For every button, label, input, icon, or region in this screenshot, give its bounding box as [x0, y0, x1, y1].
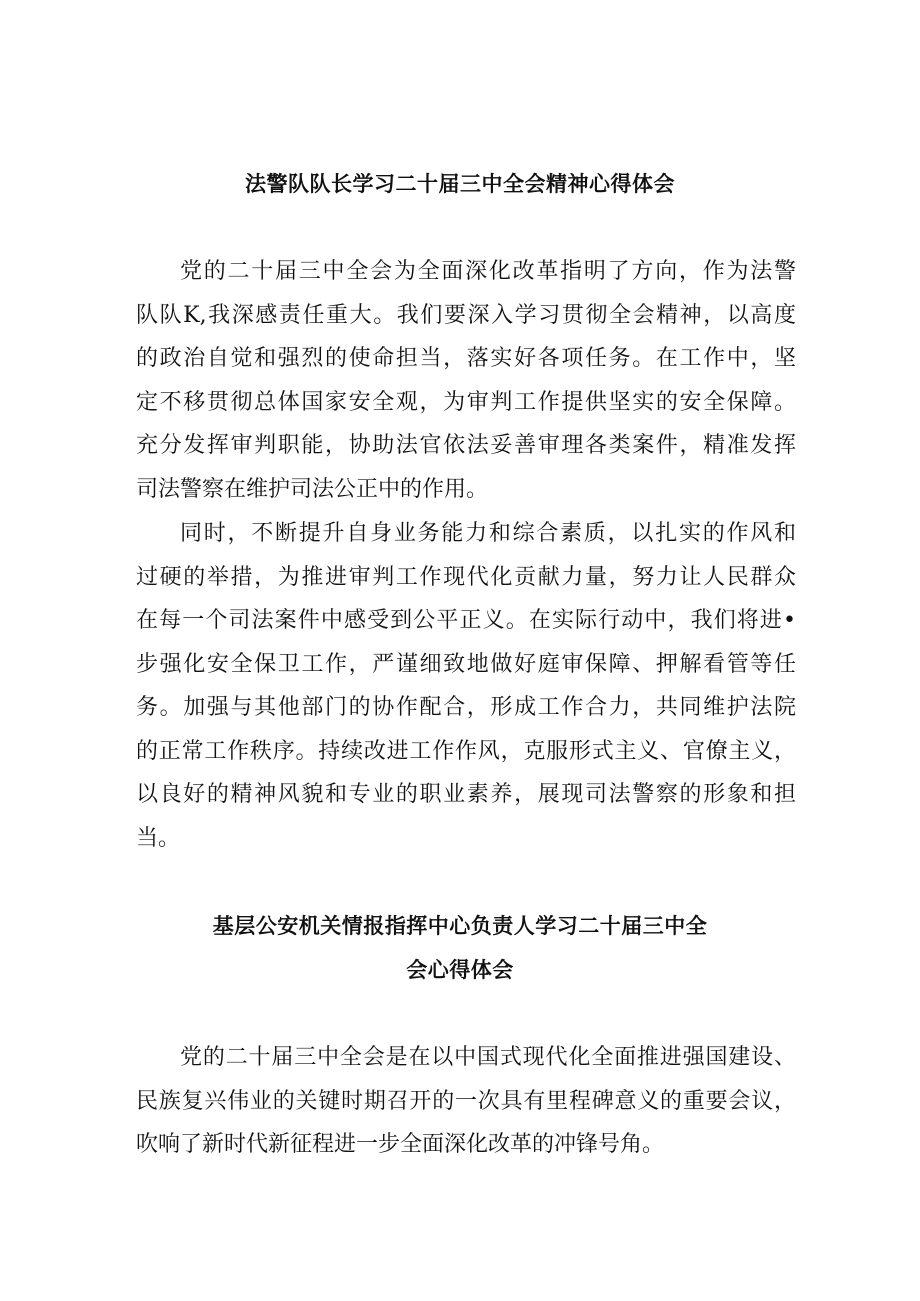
text-line: 吹响了新时代新征程进一步全面深化改革的冲锋号角。 [136, 1132, 665, 1157]
text-line: 党的二十届三中全会是在以中国式现代化全面推进强国建设、 [180, 1045, 796, 1070]
text-line: 以良好的精神风貌和专业的职业素养，展现司法警察的形象和担 [136, 782, 796, 807]
article-2-title-line-2: 会心得体会 [406, 958, 514, 982]
text-line: 党的二十届三中全会为全面深化改革指明了方向，作为法警 [180, 259, 796, 284]
text-line: 充分发挥审判职能，协助法官依法妥善审理各类案件，精准发挥 [136, 433, 796, 458]
text-line: 过硬的举措，为推进审判工作现代化贡献力量，努力让人民群众 [136, 564, 796, 590]
text-line: 步强化安全保卫工作，严谨细致地做好庭审保障、押解看管等任 [136, 651, 796, 677]
text-line: 司法警察在维护司法公正中的作用。 [136, 476, 489, 502]
text-line: 的政治自觉和强烈的使命担当，落实好各项任务。在工作中，坚 [136, 346, 796, 371]
article-1-title: 法警队队长学习二十届三中全会精神心得体会 [245, 172, 675, 196]
article-2-paragraph-1 [136, 1036, 796, 1167]
text-line: 务。加强与其他部门的协作配合，形成工作合力，共同维护法院 [136, 695, 796, 720]
article-1-paragraph-2 [136, 512, 796, 860]
article-2-title-line-1: 基层公安机关情报指挥中心负责人学习二十届三中全 [212, 914, 708, 938]
text-line: 同时，不断提升自身业务能力和综合素质，以扎实的作风和 [180, 521, 796, 546]
text-line: 定不移贯彻总体国家安全观，为审判工作提供坚实的安全保障。 [136, 389, 796, 415]
text-line: 在每一个司法案件中感受到公平正义。在实际行动中，我们将进• [136, 608, 796, 633]
article-1-paragraph-1 [136, 250, 796, 511]
text-line: 当。 [136, 825, 181, 851]
text-line: 民族复兴伟业的关键时期召开的一次具有里程碑意义的重要会议， [136, 1088, 796, 1114]
text-line: 队队K,我深感责任重大。我们要深入学习贯彻全会精神，以高度 [136, 302, 796, 328]
text-line: 的正常工作秩序。持续改进工作作风，克服形式主义、官僚主义， [136, 738, 796, 764]
